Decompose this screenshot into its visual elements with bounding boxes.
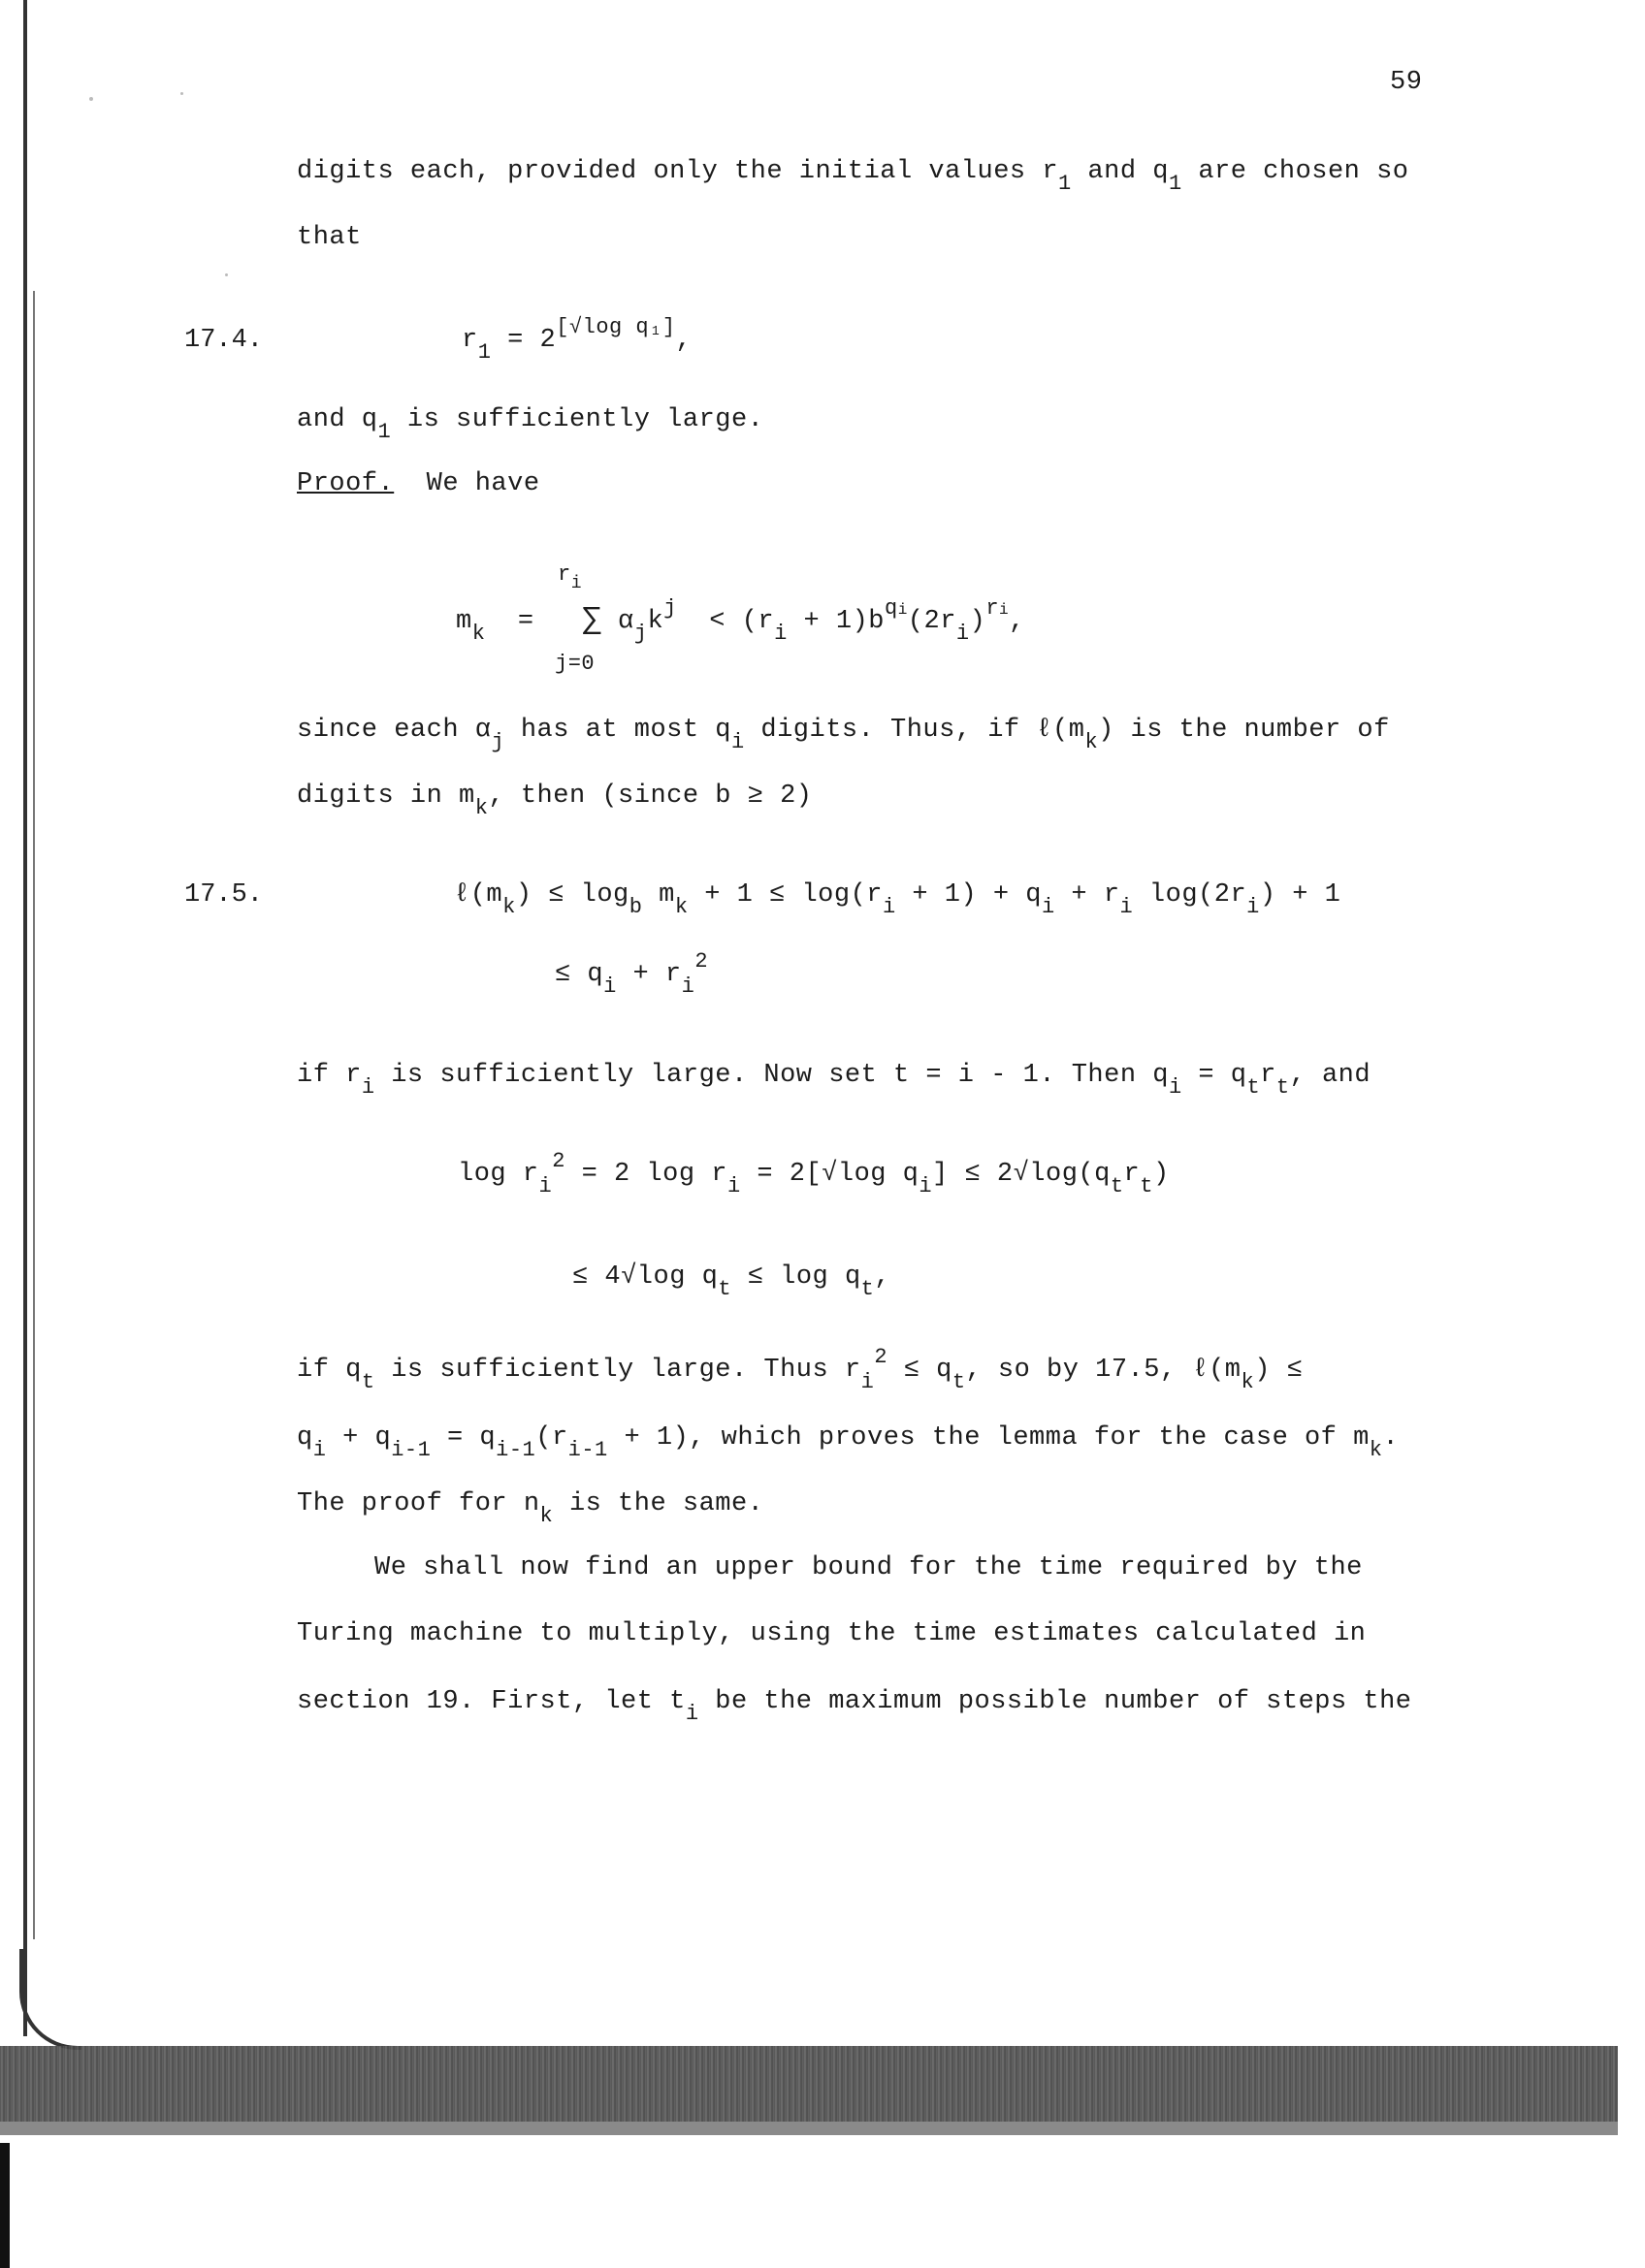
dust-speck xyxy=(89,97,93,101)
text-line: since each $\alpha_j$ has at most $q_i$ digits. Thus, if $\ell(m_k)$ is the number of xyxy=(297,716,1390,754)
text-line: and $q_1$ is sufficiently large. xyxy=(297,405,764,444)
equation-label: 17.5. xyxy=(184,880,264,910)
equation-label: 17.4. xyxy=(184,326,264,355)
scan-shadow-band xyxy=(0,2046,1618,2124)
binding-curve xyxy=(19,1949,81,2050)
equation-log: $\log r_i^2 = 2$ $\log r_i = 2[√\log$ $q_i] \le 2√\log(q_tr_t)$ xyxy=(458,1149,1170,1198)
dust-speck xyxy=(225,273,228,276)
text-line: that xyxy=(297,223,362,252)
page-number: 59 xyxy=(1390,68,1423,97)
equation-17-4: $r_1 = 2[√\log q_1]$, xyxy=(462,315,693,365)
proof-line: Proof. We have xyxy=(297,469,540,498)
sum-lower-limit: j=0 xyxy=(555,652,596,676)
sum-upper-limit: $r_i$ xyxy=(558,562,583,593)
equation-log-line2: ≤ 4√log $q_t \le \log q_t$, xyxy=(572,1262,891,1301)
equation-17-5-line2: ≤ $q_i + r_i^2$ xyxy=(555,949,709,999)
paragraph-line: We shall now find an upper bound for the time required by the xyxy=(374,1553,1363,1582)
equation-17-5: $\ell(m_k) \le \log_b m_k + 1 \le \log(r_i + 1) + q_i + r_i$ $\log(2r_i) + 1$ xyxy=(454,880,1341,919)
paragraph-line: Turing machine to multiply, using the time estimates calculated in xyxy=(297,1619,1367,1648)
text-line: digits each, provided only the initial values $r_1$ and $q_1$ are chosen so xyxy=(297,157,1409,196)
paragraph-line: section 19. First, let $t_i$ be the maximum possible number of steps the xyxy=(297,1687,1412,1726)
scan-shadow-edge xyxy=(0,2122,1618,2135)
text-line: The proof for $n_k$ is the same. xyxy=(297,1489,764,1528)
text-line: if $r_i$ is sufficiently large. Now set t = i - 1. Then $q_i = q_tr_t$, and xyxy=(297,1061,1371,1100)
binding-edge xyxy=(23,0,27,2036)
dust-speck xyxy=(180,92,183,95)
text-line: $q_i + q_{i-1} = q_{i-1}(r_{i-1} + 1)$, which proves the lemma for the case of $m_k$. xyxy=(297,1423,1400,1462)
scan-edge-mark xyxy=(0,2143,10,2268)
equation-mk: $m_k$ = ∑ $\alpha_jk^j < (r_i + 1)b^{qi}(2r_i)^{ri}$, xyxy=(456,596,1025,646)
text-line: digits in $m_k$, then (since b ≥ 2) xyxy=(297,782,813,820)
text-line: if $q_t$ is sufficiently large. Thus $r_i^2 \le q_t$, so by 17.5, $\ell(m_k)$ ≤ xyxy=(297,1345,1304,1394)
binding-shadow xyxy=(33,291,35,1939)
